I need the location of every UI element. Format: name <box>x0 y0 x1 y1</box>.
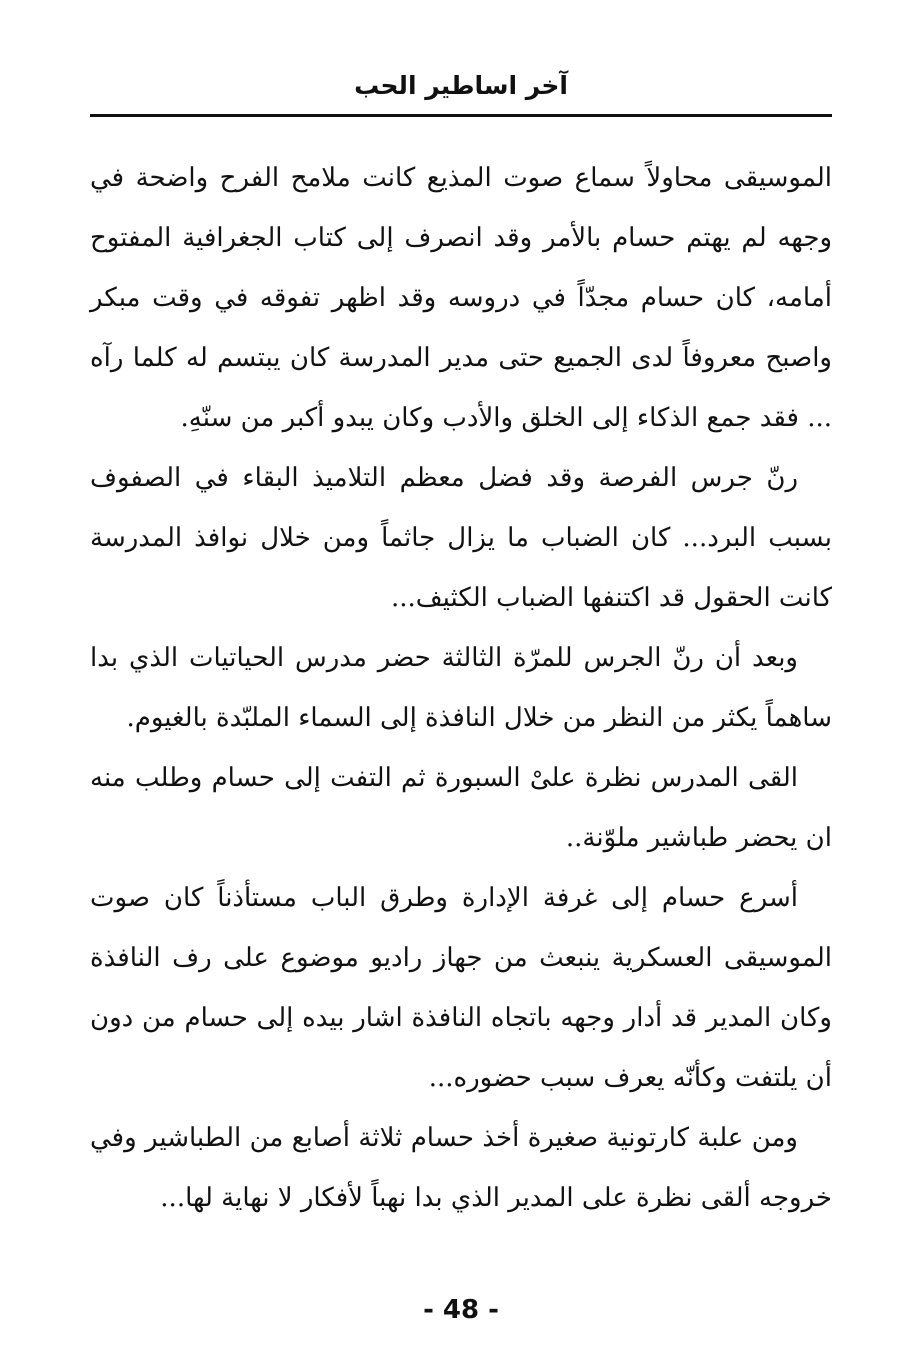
paragraph: ومن علبة كارتونية صغيرة أخذ حسام ثلاثة أصابع من الطباشير وفي خروجه ألقى نظرة على المدير الذي بدا نهباً لأفكار لا نهاية لها... <box>90 1123 832 1213</box>
paragraph: رنّ جرس الفرصة وقد فضل معظم التلاميذ البقاء في الصفوف بسبب البرد... كان الضباب ما يزال جاثماً ومن خلال نوافذ المدرسة كانت الحقول قد اكتنفها الضباب الكثيف... <box>90 463 832 613</box>
paragraph: القى المدرس نظرة علىْ السبورة ثم التفت إلى حسام وطلب منه ان يحضر طباشير ملوّنة.. <box>90 763 832 853</box>
body-text <box>90 148 832 1228</box>
paragraph: وبعد أن رنّ الجرس للمرّة الثالثة حضر مدرس الحياتيات الذي بدا ساهماً يكثر من النظر من خلال النافذة إلى السماء الملبّدة بالغيوم. <box>90 643 832 733</box>
running-header-title: آخر اساطير الحب <box>354 71 568 100</box>
paragraph: أسرع حسام إلى غرفة الإدارة وطرق الباب مستأذناً كان صوت الموسيقى العسكرية ينبعث من جهاز راديو موضوع على رف النافذة وكان المدير قد أدار وجهه باتجاه النافذة اشار بيده إلى حسام من دون أن يلتفت وكأنّه يعرف سبب حضوره... <box>90 883 832 1093</box>
page-number: - 48 - <box>423 1295 499 1325</box>
header-divider <box>90 114 832 117</box>
paragraph: الموسيقى محاولاً سماع صوت المذيع كانت ملامح الفرح واضحة في وجهه لم يهتم حسام بالأمر وقد انصرف إلى كتاب الجغرافية المفتوح أمامه، كان حسام مجدّاً في دروسه وقد اظهر تفوقه في وقت مبكر واصبح معروفاً لدى الجميع حتى مدير المدرسة كان يبتسم له كلما رآه ... فقد جمع الذكاء إلى الخلق والأدب وكان يبدو أكبر من سنّهِ. <box>90 163 832 433</box>
